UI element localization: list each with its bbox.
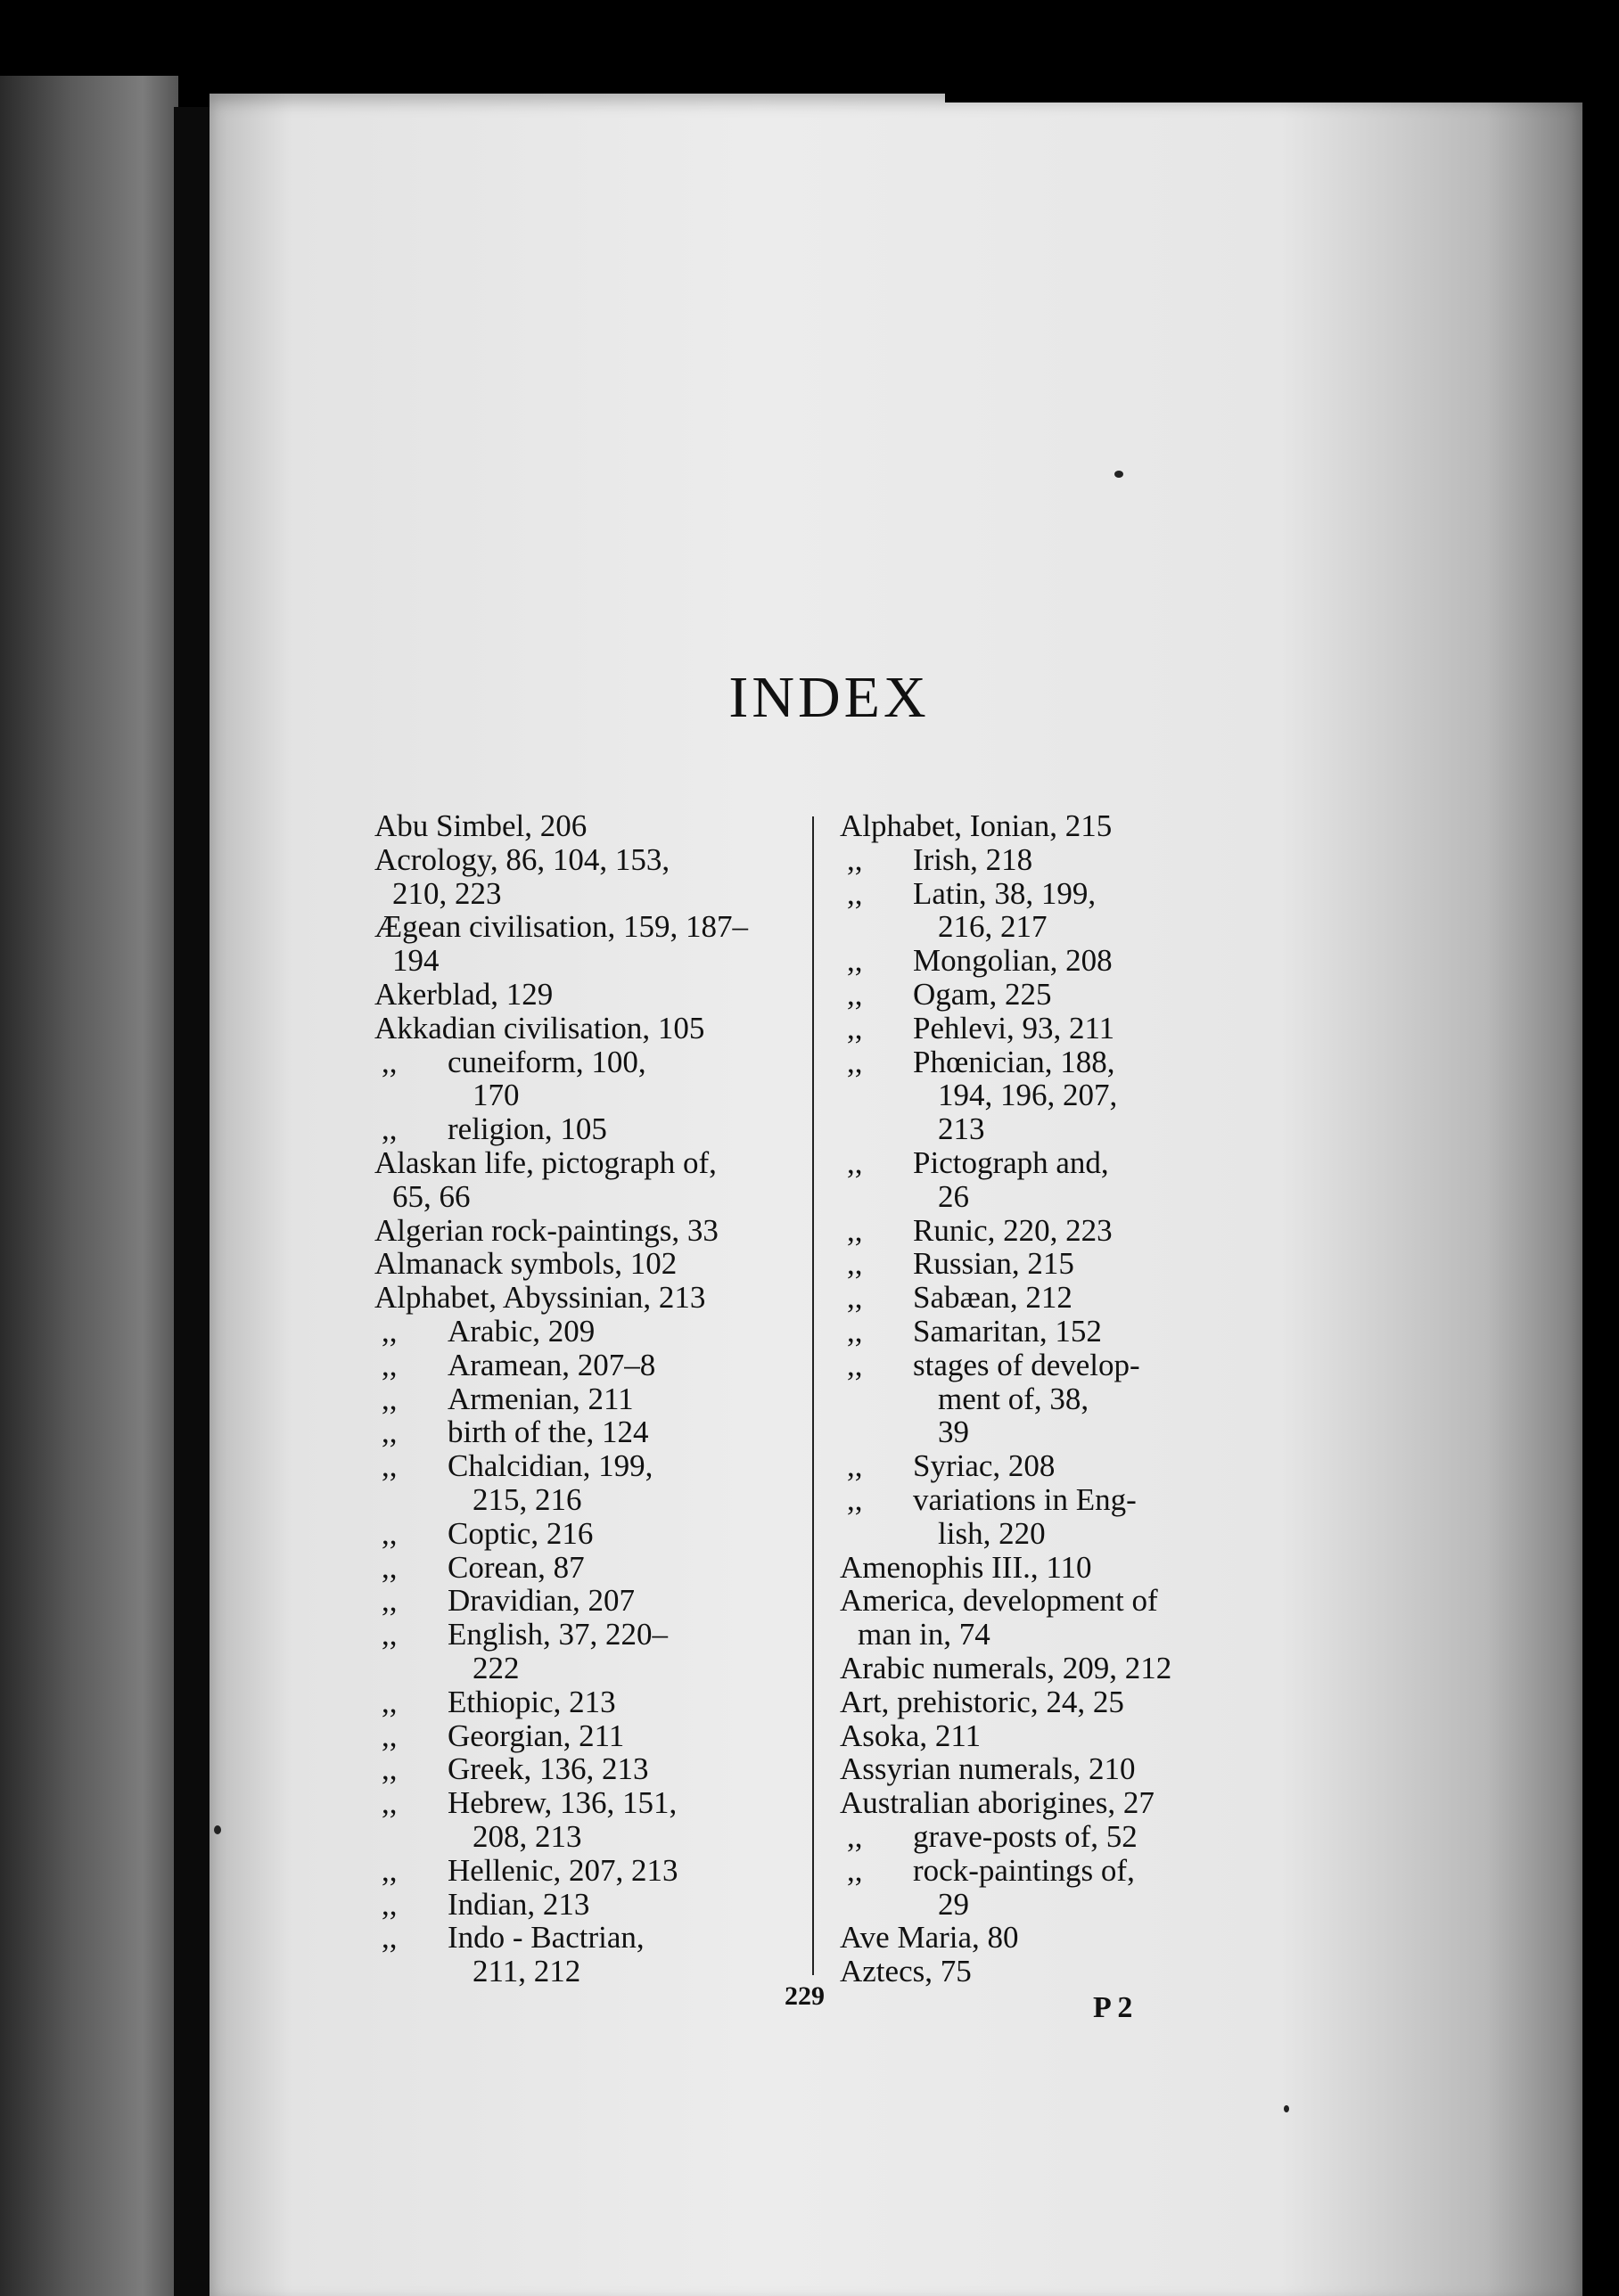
ditto-mark: ,, bbox=[382, 1313, 398, 1349]
index-subentry-text: Pehlevi, 93, 211 bbox=[913, 1010, 1115, 1046]
index-subentry bbox=[374, 1888, 807, 1922]
index-subentry bbox=[840, 978, 1266, 1012]
index-entry: Assyrian numerals, 210 bbox=[840, 1751, 1136, 1787]
ditto-mark: ,, bbox=[382, 1920, 398, 1956]
index-subentry bbox=[374, 1584, 807, 1618]
index-entry-continuation: 216, 217 bbox=[938, 909, 1048, 945]
ditto-mark: ,, bbox=[847, 1280, 863, 1316]
ditto-mark: ,, bbox=[382, 1718, 398, 1753]
index-entry: Art, prehistoric, 24, 25 bbox=[840, 1684, 1124, 1719]
index-entry-continuation: 65, 66 bbox=[392, 1178, 471, 1214]
ditto-mark: ,, bbox=[847, 1313, 863, 1349]
index-entry: Akerblad, 129 bbox=[374, 976, 554, 1012]
index-entry: Almanack symbols, 102 bbox=[374, 1246, 678, 1282]
ditto-mark: ,, bbox=[847, 1144, 863, 1180]
index-subentry-text: Chalcidian, 199, bbox=[448, 1448, 653, 1484]
scan-border-right bbox=[1582, 94, 1619, 2296]
ditto-mark: ,, bbox=[382, 1414, 398, 1450]
ink-speck bbox=[214, 1825, 221, 1834]
index-subentry-text: grave-posts of, 52 bbox=[913, 1818, 1138, 1854]
index-subentry bbox=[374, 1921, 807, 1955]
index-subentry-text: Hebrew, 136, 151, bbox=[448, 1785, 678, 1821]
index-entry-continuation: 29 bbox=[938, 1886, 969, 1922]
index-subentry bbox=[840, 1854, 1266, 1888]
index-entry-continuation: man in, 74 bbox=[858, 1617, 990, 1652]
index-entry-continuation: lish, 220 bbox=[938, 1515, 1046, 1551]
index-subentry-text: Aramean, 207–8 bbox=[448, 1347, 656, 1382]
index-subentry bbox=[840, 1046, 1266, 1079]
index-subentry-text: Ethiopic, 213 bbox=[448, 1684, 616, 1719]
index-subentry bbox=[374, 1315, 807, 1349]
ditto-mark: ,, bbox=[382, 1684, 398, 1719]
index-subentry-text: Pictograph and, bbox=[913, 1144, 1109, 1180]
index-subentry-text: Indo - Bactrian, bbox=[448, 1920, 645, 1956]
index-subentry-text: Indian, 213 bbox=[448, 1886, 590, 1922]
index-subentry bbox=[840, 1146, 1266, 1180]
index-subentry bbox=[840, 1281, 1266, 1315]
index-subentry-text: Coptic, 216 bbox=[448, 1515, 594, 1551]
ditto-mark: ,, bbox=[382, 1448, 398, 1484]
index-entry-continuation: 39 bbox=[938, 1414, 969, 1450]
index-entry-continuation: 213 bbox=[938, 1111, 985, 1147]
index-subentry-text: Corean, 87 bbox=[448, 1549, 585, 1585]
index-subentry-text: Ogam, 225 bbox=[913, 976, 1052, 1012]
index-entry: Asoka, 211 bbox=[840, 1718, 982, 1753]
ditto-mark: ,, bbox=[382, 1549, 398, 1585]
ditto-mark: ,, bbox=[847, 943, 863, 979]
ditto-mark: ,, bbox=[847, 976, 863, 1012]
index-entry: Ægean civilisation, 159, 187– bbox=[374, 909, 748, 945]
ink-speck bbox=[1114, 471, 1123, 478]
index-subentry-text: stages of develop- bbox=[913, 1347, 1140, 1382]
page-number: 229 bbox=[785, 1981, 825, 2011]
index-entry: Ave Maria, 80 bbox=[840, 1920, 1019, 1956]
ditto-mark: ,, bbox=[847, 1246, 863, 1282]
index-entry: Amenophis III., 110 bbox=[840, 1549, 1092, 1585]
index-subentry-text: cuneiform, 100, bbox=[448, 1044, 646, 1079]
index-subentry-text: Syriac, 208 bbox=[913, 1448, 1056, 1484]
index-subentry-text: Hellenic, 207, 213 bbox=[448, 1852, 678, 1888]
index-subentry bbox=[374, 1854, 807, 1888]
ink-speck bbox=[1284, 2105, 1289, 2112]
index-entry-continuation: 211, 212 bbox=[473, 1954, 581, 1989]
index-subentry bbox=[840, 1315, 1266, 1349]
index-entry: Akkadian civilisation, 105 bbox=[374, 1010, 705, 1046]
index-subentry-text: Greek, 136, 213 bbox=[448, 1751, 649, 1787]
ditto-mark: ,, bbox=[847, 1212, 863, 1248]
previous-page-edge bbox=[0, 76, 178, 2296]
page-title: INDEX bbox=[728, 665, 930, 730]
index-subentry-text: Irish, 218 bbox=[913, 841, 1033, 877]
index-subentry bbox=[840, 1449, 1266, 1483]
index-entry-continuation: 170 bbox=[473, 1078, 520, 1113]
index-subentry-text: Mongolian, 208 bbox=[913, 943, 1113, 979]
index-subentry bbox=[374, 1618, 807, 1652]
index-entry-continuation: 194 bbox=[392, 943, 440, 979]
ditto-mark: ,, bbox=[847, 875, 863, 911]
index-entry-continuation: 208, 213 bbox=[473, 1818, 582, 1854]
index-subentry-text: Runic, 220, 223 bbox=[913, 1212, 1113, 1248]
ditto-mark: ,, bbox=[382, 1617, 398, 1652]
index-subentry-text: English, 37, 220– bbox=[448, 1617, 668, 1652]
ditto-mark: ,, bbox=[847, 1010, 863, 1046]
ditto-mark: ,, bbox=[382, 1347, 398, 1382]
index-subentry bbox=[374, 1719, 807, 1753]
ditto-mark: ,, bbox=[847, 1347, 863, 1382]
index-entry-continuation: 194, 196, 207, bbox=[938, 1078, 1118, 1113]
index-entry: Abu Simbel, 206 bbox=[374, 808, 588, 843]
index-entry-continuation: ment of, 38, bbox=[938, 1381, 1089, 1416]
index-subentry-text: rock-paintings of, bbox=[913, 1852, 1135, 1888]
index-subentry bbox=[840, 1214, 1266, 1248]
index-entry-continuation: 215, 216 bbox=[473, 1481, 582, 1517]
index-subentry-text: religion, 105 bbox=[448, 1111, 607, 1147]
index-entry: America, development of bbox=[840, 1583, 1158, 1619]
index-subentry-text: Armenian, 211 bbox=[448, 1381, 634, 1416]
ditto-mark: ,, bbox=[382, 1583, 398, 1619]
ditto-mark: ,, bbox=[847, 1044, 863, 1079]
index-subentry bbox=[374, 1415, 807, 1449]
index-subentry bbox=[374, 1685, 807, 1719]
ditto-mark: ,, bbox=[382, 1852, 398, 1888]
index-subentry-text: Samaritan, 152 bbox=[913, 1313, 1102, 1349]
index-subentry-text: Sabæan, 212 bbox=[913, 1280, 1072, 1316]
index-subentry bbox=[840, 944, 1266, 978]
ditto-mark: ,, bbox=[847, 1818, 863, 1854]
index-subentry bbox=[374, 1786, 807, 1820]
index-subentry bbox=[374, 1112, 807, 1146]
index-subentry bbox=[374, 1752, 807, 1786]
index-entry-continuation: 26 bbox=[938, 1178, 969, 1214]
index-subentry bbox=[374, 1551, 807, 1585]
index-entry: Aztecs, 75 bbox=[840, 1954, 972, 1989]
index-subentry bbox=[374, 1382, 807, 1416]
index-subentry bbox=[374, 1449, 807, 1483]
ditto-mark: ,, bbox=[382, 1044, 398, 1079]
ditto-mark: ,, bbox=[382, 1751, 398, 1787]
index-entry: Alaskan life, pictograph of, bbox=[374, 1144, 717, 1180]
index-entry: Australian aborigines, 27 bbox=[840, 1785, 1155, 1821]
index-subentry-text: variations in Eng- bbox=[913, 1481, 1137, 1517]
index-subentry bbox=[840, 1012, 1266, 1046]
index-entry-continuation: 210, 223 bbox=[392, 875, 502, 911]
index-subentry bbox=[840, 1247, 1266, 1281]
ditto-mark: ,, bbox=[382, 1111, 398, 1147]
index-entry: Acrology, 86, 104, 153, bbox=[374, 841, 670, 877]
index-subentry bbox=[840, 843, 1266, 877]
index-subentry bbox=[840, 877, 1266, 911]
index-subentry bbox=[840, 1349, 1266, 1382]
column-divider bbox=[812, 816, 814, 1975]
ditto-mark: ,, bbox=[382, 1515, 398, 1551]
ditto-mark: ,, bbox=[382, 1886, 398, 1922]
ditto-mark: ,, bbox=[382, 1381, 398, 1416]
ditto-mark: ,, bbox=[847, 1852, 863, 1888]
book-gutter bbox=[174, 107, 211, 2296]
index-subentry-text: Phœnician, 188, bbox=[913, 1044, 1115, 1079]
index-column-left bbox=[374, 809, 807, 1988]
ditto-mark: ,, bbox=[847, 1481, 863, 1517]
index-subentry bbox=[374, 1517, 807, 1551]
index-entry-continuation: 222 bbox=[473, 1650, 520, 1685]
index-subentry-text: birth of the, 124 bbox=[448, 1414, 649, 1450]
printer-signature-mark: P 2 bbox=[1093, 1991, 1133, 2024]
index-subentry-text: Arabic, 209 bbox=[448, 1313, 596, 1349]
index-subentry-text: Georgian, 211 bbox=[448, 1718, 625, 1753]
ditto-mark: ,, bbox=[847, 1448, 863, 1484]
scan-border-top bbox=[945, 49, 1619, 102]
index-entry: Alphabet, Abyssinian, 213 bbox=[374, 1280, 706, 1316]
index-entry: Arabic numerals, 209, 212 bbox=[840, 1650, 1172, 1685]
ditto-mark: ,, bbox=[847, 841, 863, 877]
index-subentry-text: Dravidian, 207 bbox=[448, 1583, 635, 1619]
index-entry: Algerian rock-paintings, 33 bbox=[374, 1212, 719, 1248]
index-subentry-text: Latin, 38, 199, bbox=[913, 875, 1097, 911]
index-column-right bbox=[840, 809, 1266, 1988]
index-subentry bbox=[840, 1483, 1266, 1517]
index-subentry bbox=[840, 1820, 1266, 1854]
index-entry: Alphabet, Ionian, 215 bbox=[840, 808, 1113, 843]
index-subentry bbox=[374, 1349, 807, 1382]
ditto-mark: ,, bbox=[382, 1785, 398, 1821]
index-subentry-text: Russian, 215 bbox=[913, 1246, 1074, 1282]
index-subentry bbox=[374, 1046, 807, 1079]
